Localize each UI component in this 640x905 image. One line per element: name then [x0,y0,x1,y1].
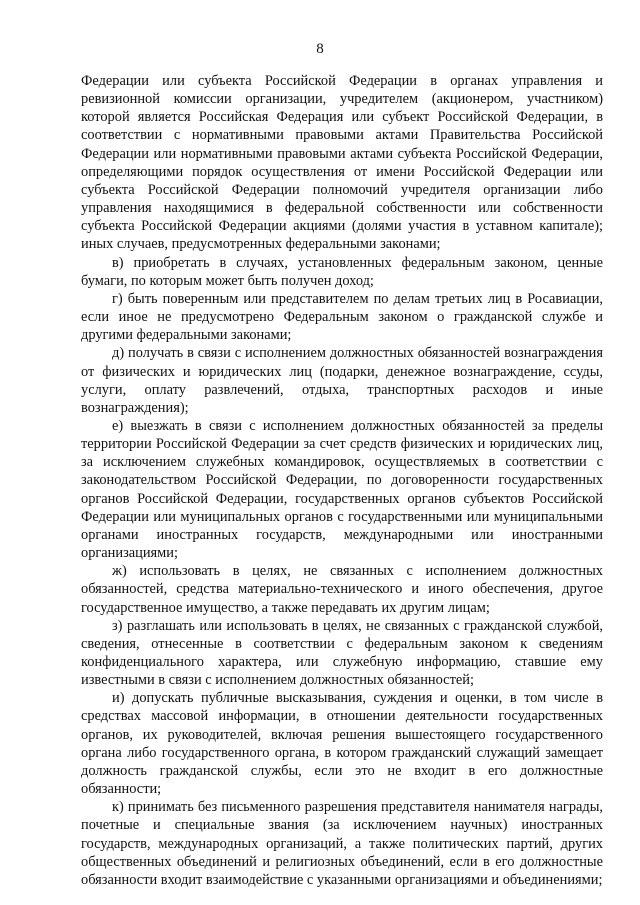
paragraph-item-e: е) выезжать в связи с исполнением должностных обязанностей за пределы территории Российской Федерации за счет средств физических и юридических лиц, за исключением служебных командировок, осуществляемых в соответствии с законодательством Российской Федерации, по договоренности государственных органов Российской Федерации, государственных органов субъектов Российской Федерации или муниципальных органов с государственными или муниципальными органами иностранных государств, международными или иностранными организациями; [81,417,603,562]
paragraph-item-g: г) быть поверенным или представителем по делам третьих лиц в Росавиации, если иное не предусмотрено Федеральным законом о гражданской службе и другими федеральными законами; [81,290,603,344]
paragraph-item-zh: ж) использовать в целях, не связанных с исполнением должностных обязанностей, средства материально-технического и иного обеспечения, другое государственное имущество, а также передавать их другим лицам; [81,563,603,616]
page-number: 8 [316,41,324,57]
paragraph-item-i: и) допускать публичные высказывания, суждения и оценки, в том числе в средствах массовой информации, в отношении деятельности государственных органов, их руководителей, включая решения вышестоящего государственного органа либо государственного органа, в котором гражданский служащий замещает должность гражданской службы, если это не входит в его должностные обязанности; [81,690,603,798]
paragraph-item-z: з) разглашать или использовать в целях, не связанных с гражданской службой, сведения, отнесенные в соответствии с федеральным законом к сведениям конфиденциального характера, или служебную информацию, ставшие ему известными в связи с исполнением должностных обязанностей; [81,617,603,689]
paragraph-continuation: Федерации или субъекта Российской Федерации в органах управления и ревизионной комиссии организации, учредителем (акционером, участником) которой является Российская Федерация или субъект Российской Федерации, в соответствии с нормативными правовыми актами Правительства Российской Федерации или нормативными правовыми актами субъекта Российской Федерации, определяющими порядок осуществления от имени Российской Федерации или субъекта Российской Федерации полномочий учредителя организации либо управления находящимися в федеральной собственности или собственности субъекта Российской Федерации акциями (долями участия в уставном капитале); иных случаев, предусмотренных федеральными законами; [81,73,603,253]
paragraph-item-d: д) получать в связи с исполнением должностных обязанностей вознаграждения от физических и юридических лиц (подарки, денежное вознаграждение, ссуды, услуги, оплату развлечений, отдыха, транспортных расходов и иные вознаграждения); [81,345,603,416]
document-body [81,72,603,889]
paragraph-item-v: в) приобретать в случаях, установленных федеральным законом, ценные бумаги, по которым может быть получен доход; [81,254,603,289]
paragraph-item-k: к) принимать без письменного разрешения представителя нанимателя награды, почетные и специальные звания (за исключением научных) иностранных государств, международных организаций, а также политических партий, других общественных объединений и религиозных объединений, если в его должностные обязанности входит взаимодействие с указанными организациями и объединениями; [81,799,603,888]
